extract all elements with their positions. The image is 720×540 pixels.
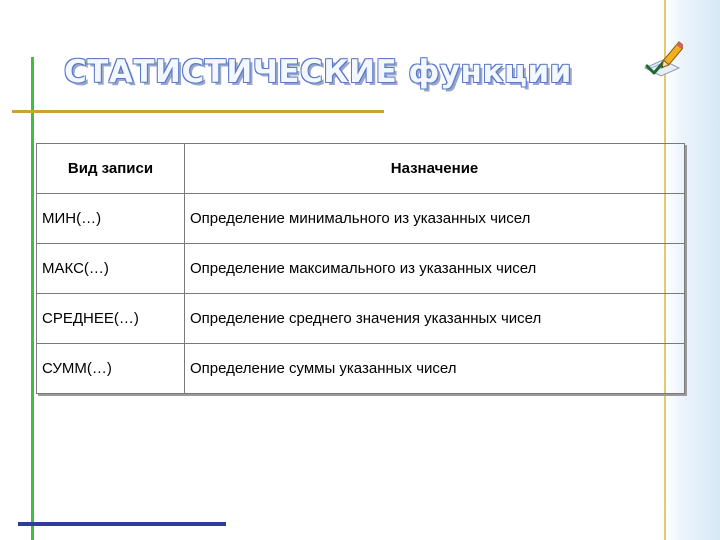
header-notation: Вид записи	[37, 144, 185, 194]
table-row	[37, 344, 685, 394]
table-row	[37, 244, 685, 294]
cell-notation: МИН(…)	[37, 194, 185, 244]
cell-notation: МАКС(…)	[37, 244, 185, 294]
pencil-checkmark-icon	[641, 38, 683, 82]
cell-purpose: Определение минимального из указанных чисел	[185, 194, 685, 244]
header-purpose: Назначение	[185, 144, 685, 194]
green-vertical-rule	[31, 57, 34, 540]
cell-notation: СРЕДНЕЕ(…)	[37, 294, 185, 344]
cell-purpose: Определение среднего значения указанных чисел	[185, 294, 685, 344]
blue-horizontal-rule	[18, 522, 226, 526]
cell-notation: СУММ(…)	[37, 344, 185, 394]
cell-purpose: Определение суммы указанных чисел	[185, 344, 685, 394]
slide-title: СТАТИСТИЧЕСКИЕ функции	[64, 54, 572, 90]
functions-table	[36, 143, 685, 394]
table-header-row	[37, 144, 685, 194]
gold-horizontal-rule	[12, 110, 384, 113]
cell-purpose: Определение максимального из указанных чисел	[185, 244, 685, 294]
table-row	[37, 194, 685, 244]
table-row	[37, 294, 685, 344]
